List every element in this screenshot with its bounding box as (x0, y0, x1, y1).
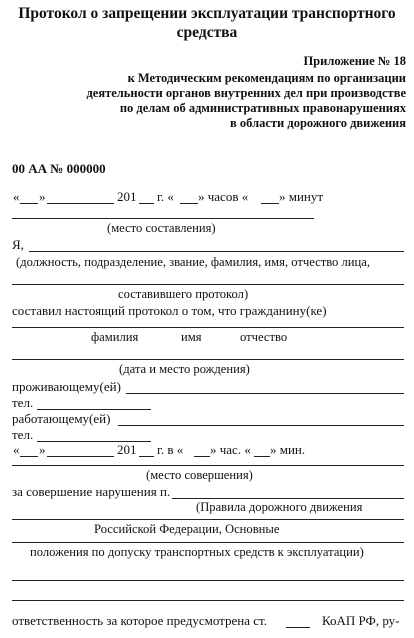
date2-year-label: 201 (117, 442, 137, 457)
date2-min-label: » мин. (270, 442, 306, 457)
provisions-field[interactable] (12, 542, 404, 543)
violation-label: за совершение нарушения п. (12, 484, 171, 499)
appendix-line-3: деятельности органов внутренних дел при производстве (86, 86, 406, 100)
surname-caption: фамилия (91, 330, 139, 344)
date-year-field[interactable] (139, 203, 154, 204)
appendix-line-5: в области дорожного движения (230, 116, 406, 130)
date2-month-field[interactable] (47, 456, 114, 457)
extra-field-2[interactable] (12, 600, 404, 601)
tel1-label: тел. (12, 395, 34, 410)
appendix-line-2: к Методическим рекомендациям по организации (127, 71, 406, 85)
federation-caption: Российской Федерации, Основные (94, 522, 280, 536)
rules-field[interactable] (12, 519, 404, 520)
date2-hour-label: » час. « (210, 442, 251, 457)
tel1-field[interactable] (37, 409, 151, 410)
liability-text: ответственность за которое предусмотрена ст. (12, 613, 267, 628)
date-open-quote: « (13, 189, 20, 204)
violation-place-field[interactable] (12, 465, 404, 466)
date2-close-quote: » (39, 442, 46, 457)
date-year-label: 201 (117, 189, 137, 204)
document-title-line1: Протокол о запрещении эксплуатации транспортного (18, 5, 396, 22)
appendix-number: Приложение № 18 (303, 54, 406, 68)
working-field[interactable] (118, 425, 404, 426)
working-label: работающему(ей) (12, 411, 111, 426)
patronymic-caption: отчество (240, 330, 288, 344)
date-day-field[interactable] (20, 203, 38, 204)
birth-field[interactable] (12, 359, 404, 360)
composed-text: составил настоящий протокол о том, что гражданину(ке) (12, 303, 327, 318)
place-caption: (место составления) (107, 221, 216, 235)
provisions-caption: положения по допуску транспортных средств к эксплуатации) (30, 545, 364, 559)
protocol-number: 00 АА № 000000 (12, 161, 106, 176)
rules-caption: (Правила дорожного движения (196, 500, 363, 514)
i-label: Я, (12, 237, 24, 252)
name-caption: имя (181, 330, 202, 344)
date2-open-quote: « (13, 442, 20, 457)
date-minutes-field[interactable] (261, 203, 279, 204)
place-field[interactable] (12, 218, 314, 219)
official-field[interactable] (29, 251, 404, 252)
appendix-line-4: по делам об административных правонарушениях (119, 101, 406, 115)
date2-v-label: г. в « (157, 442, 184, 457)
date-close-quote: » (39, 189, 46, 204)
official-caption: (должность, подразделение, звание, фамилия, имя, отчество лица, (16, 255, 371, 269)
citizen-name-field[interactable] (12, 327, 404, 328)
document-title-line2: средства (176, 24, 238, 41)
date-minutes-label: » минут (279, 189, 324, 204)
extra-field-1[interactable] (12, 580, 404, 581)
composer-caption: составившего протокол) (118, 287, 249, 301)
date-g-label: г. « (157, 189, 174, 204)
date2-year-field[interactable] (139, 456, 154, 457)
residing-label: проживающему(ей) (12, 379, 121, 394)
date2-hour-field[interactable] (194, 456, 210, 457)
date2-min-field[interactable] (254, 456, 270, 457)
date-hours-field[interactable] (180, 203, 198, 204)
date-month-field[interactable] (47, 203, 114, 204)
birth-caption: (дата и место рождения) (119, 362, 250, 376)
violation-place-caption: (место совершения) (146, 468, 253, 482)
koap-text: КоАП РФ, ру- (322, 613, 400, 628)
date-hours-label: » часов « (198, 189, 249, 204)
violation-point-field[interactable] (172, 498, 404, 499)
article-field[interactable] (286, 627, 310, 628)
residing-field[interactable] (126, 393, 404, 394)
tel2-label: тел. (12, 427, 34, 442)
date2-day-field[interactable] (20, 456, 38, 457)
official-field-2[interactable] (12, 284, 404, 285)
